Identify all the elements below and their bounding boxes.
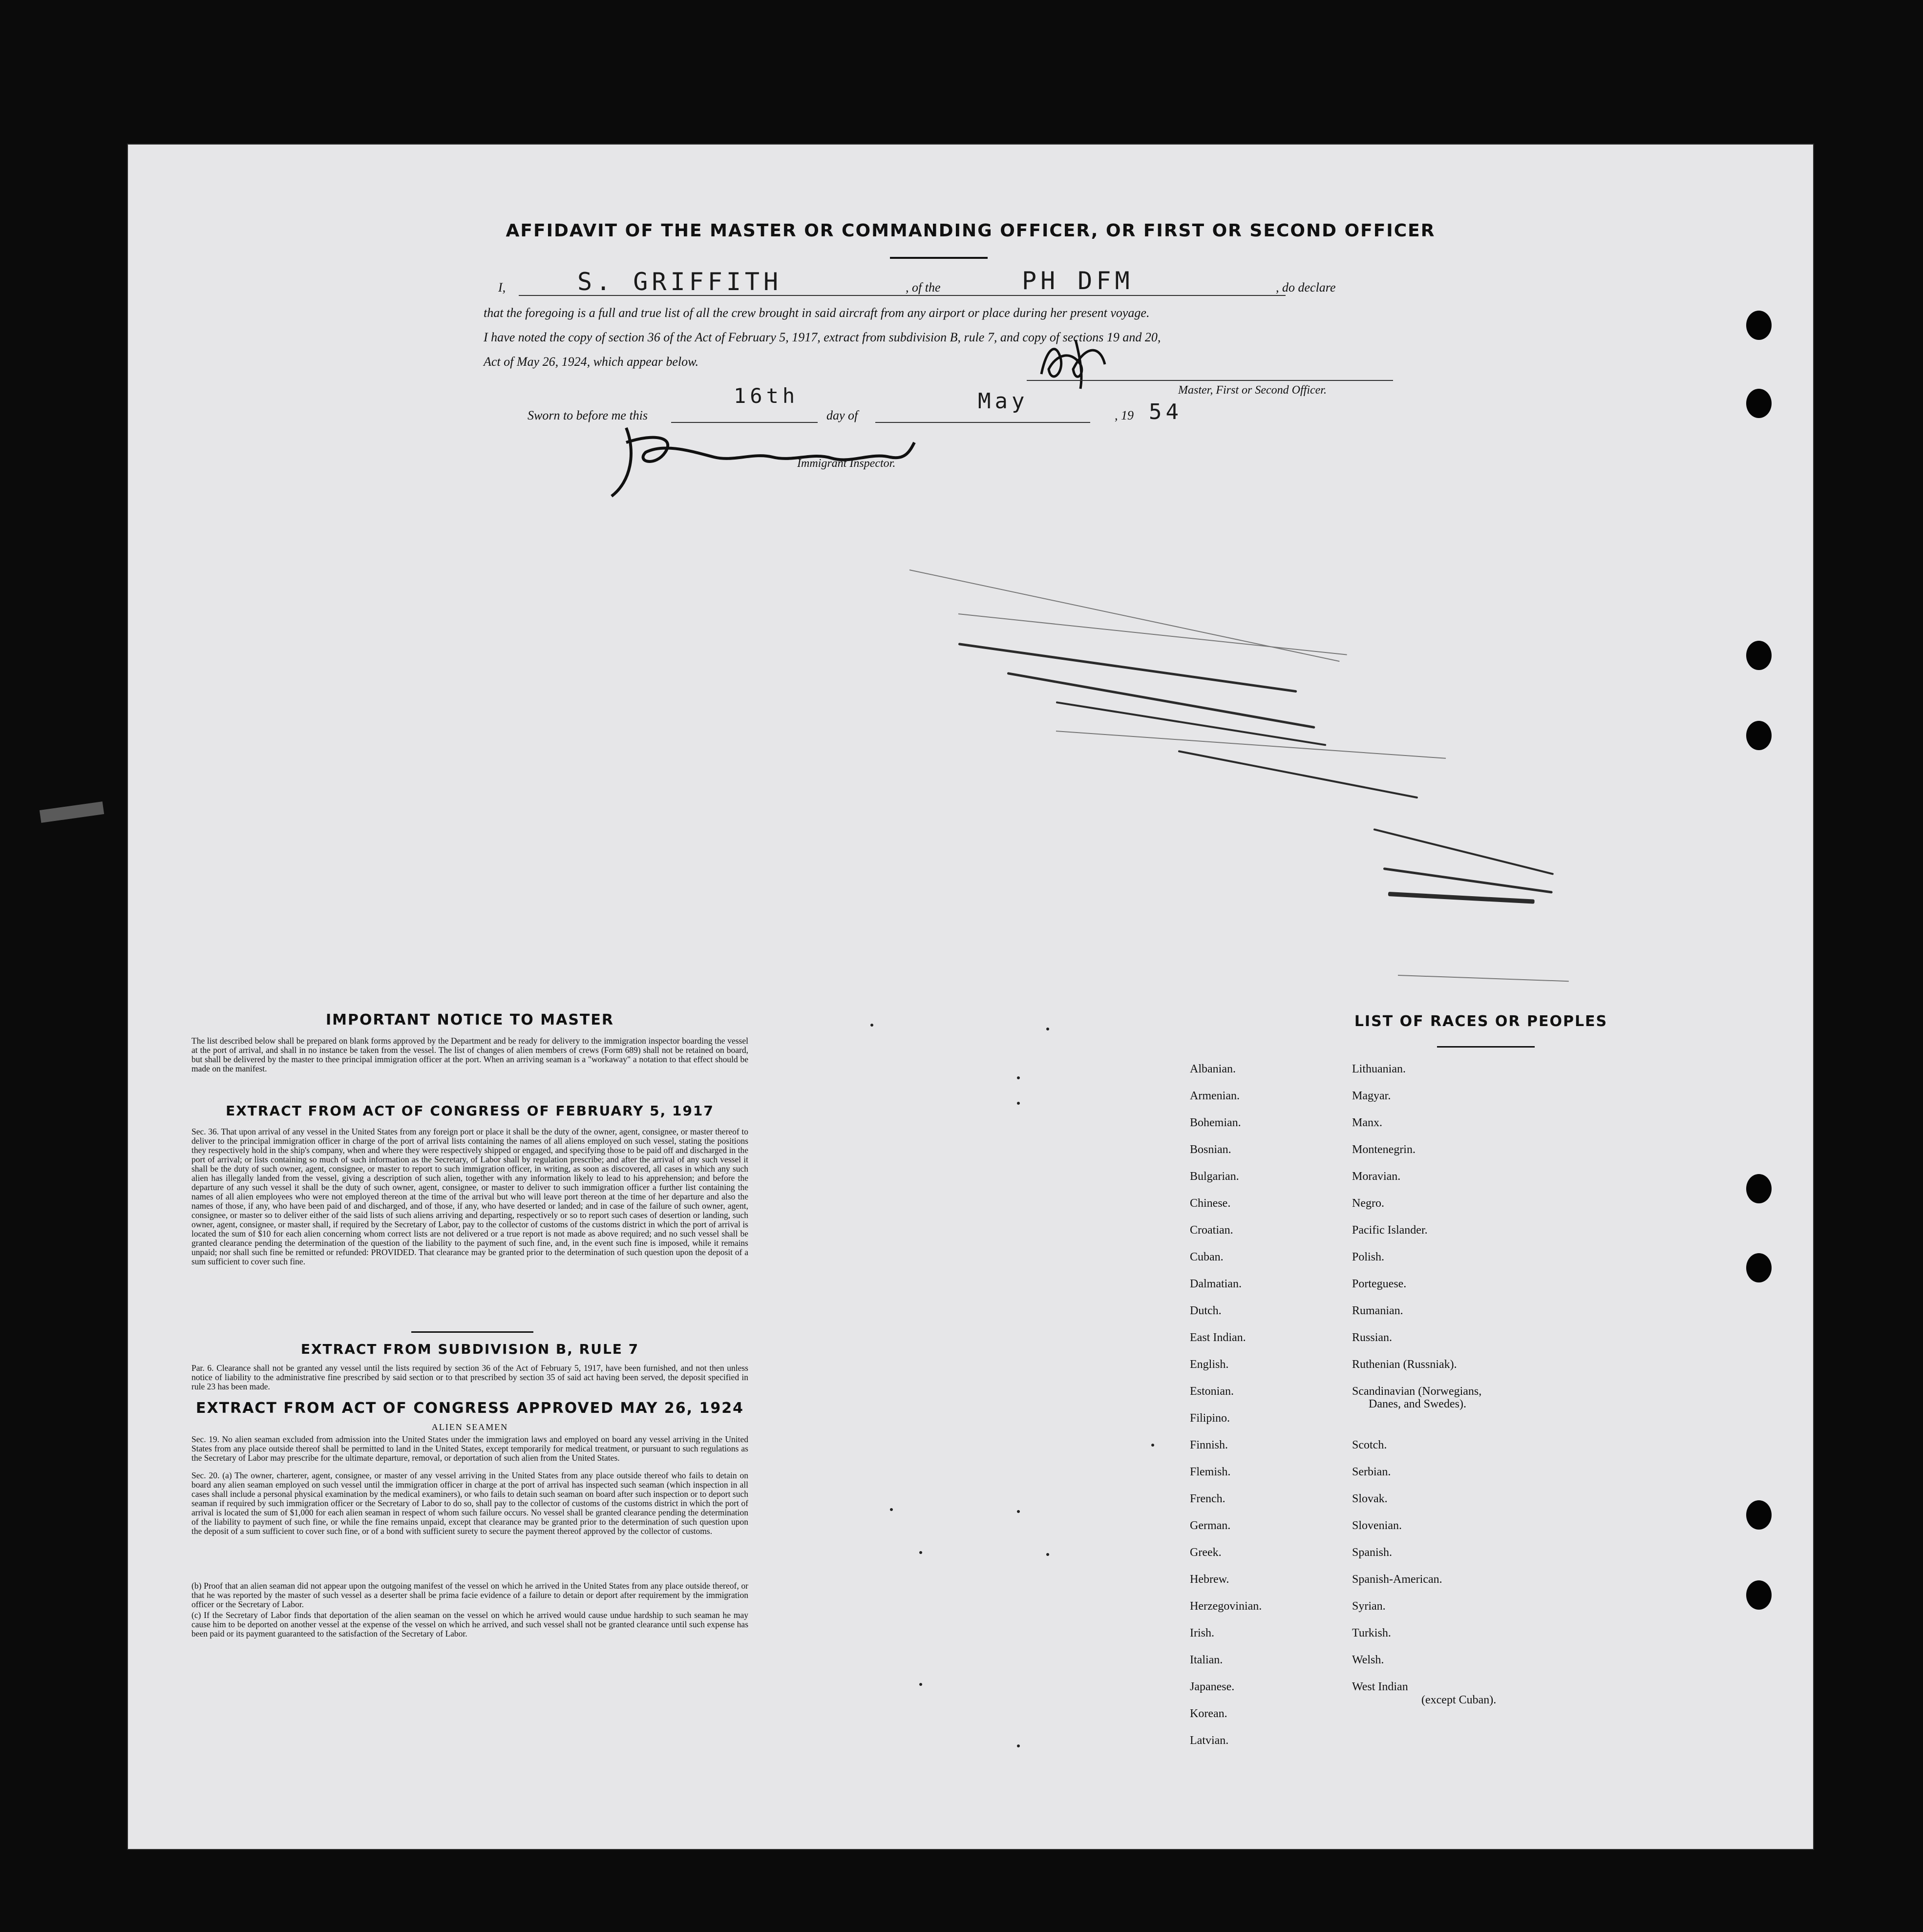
race-item: Danes, and Swedes). [1369, 1398, 1466, 1410]
sec20a-body: Sec. 20. (a) The owner, charterer, agent, consignee, or master of any vessel arriving in the United States from any place outside thereof who fails to detain on board any alien seaman employed on such vessel until the immigration officer in charge at the port of arrival has inspected such seaman (which inspection in all cases shall include a personal physical examination by the medical examiners), or who fails to detain such seaman on board after such inspection or to deport such seaman if required by such immigration officer or the Secretary of Labor to do so, shall pay to the collector of customs of the customs district in which the port of arrival is located the sum of $1,000 for each alien seaman in respect of whom such failure occurs. No vessel shall be granted clearance pending the determination of the liability to payment of such fine, or while the fine remains unpaid, except that clearance may be granted prior to the determination of such question upon the deposit of a sum sufficient to cover such fine, or of a bond with sufficient surety to secure the payment thereof approved by the collector of customs. [191, 1470, 748, 1536]
race-item: Turkish. [1352, 1627, 1391, 1639]
race-item: Albanian. [1190, 1063, 1236, 1075]
inspector-caption: Immigrant Inspector. [797, 457, 896, 470]
races-heading: LIST OF RACES OR PEOPLES [1354, 1013, 1608, 1030]
race-item: Hebrew. [1190, 1573, 1229, 1586]
race-item: Filipino. [1190, 1412, 1230, 1425]
punch-hole [1746, 311, 1772, 340]
race-item: Ruthenian (Russniak). [1352, 1358, 1457, 1371]
sec20b-body: (b) Proof that an alien seaman did not appear upon the outgoing manifest of the vessel on which he arrived in the United States from any place outside thereof, or that he was reported by the master of such vessel as a deserter shall be prima facie evidence of a failure to detain or deport after requirement by the immigration officer or the Secretary of Labor. [191, 1581, 748, 1609]
punch-hole [1746, 1580, 1772, 1610]
race-item: Korean. [1190, 1707, 1227, 1720]
affidavit-line2: that the foregoing is a full and true list of all the crew brought in said aircraft from any airport or place during her present voyage. [484, 306, 1150, 320]
race-item: Lithuanian. [1352, 1063, 1406, 1075]
affidavit-i: I, [498, 280, 506, 294]
race-item: Moravian. [1352, 1170, 1401, 1183]
smudge-mark [1383, 867, 1553, 894]
sec20c-body: (c) If the Secretary of Labor finds that deportation of the alien seaman on the vessel on which he arrived would cause undue hardship to such seaman he may cause him to be deported on another vessel at the expense of the vessel on which he arrived, and such vessel shall not be granted clearance until such expense has been paid or its payment guaranteed to the satisfaction of the Secretary of Labor. [191, 1610, 748, 1638]
smudge-mark [958, 643, 1297, 693]
races-rule [1437, 1046, 1535, 1048]
punch-hole [1746, 389, 1772, 418]
master-name-handwritten: S. GRIFFITH [577, 268, 782, 296]
subdivision-heading: EXTRACT FROM SUBDIVISION B, RULE 7 [300, 1341, 639, 1357]
race-item: Herzegovinian. [1190, 1600, 1262, 1613]
race-item: Magyar. [1352, 1090, 1391, 1102]
punch-hole [1746, 641, 1772, 670]
race-item: Welsh. [1352, 1654, 1384, 1666]
notice-heading: IMPORTANT NOTICE TO MASTER [326, 1011, 614, 1029]
alien-seamen-subheading: ALIEN SEAMEN [431, 1422, 508, 1432]
smudge-mark [1388, 892, 1535, 904]
race-item: Scandinavian (Norwegians, [1352, 1385, 1482, 1398]
speck [919, 1551, 922, 1554]
speck [919, 1683, 922, 1686]
race-item: Syrian. [1352, 1600, 1386, 1613]
speck [890, 1508, 893, 1511]
punch-hole [1746, 1253, 1772, 1282]
document-sheet [128, 145, 1813, 1849]
race-item: Dutch. [1190, 1304, 1222, 1317]
master-signature [1027, 330, 1134, 394]
speck [1017, 1076, 1020, 1079]
smudge-mark [1178, 750, 1418, 798]
speck [870, 1024, 873, 1027]
do-declare-text: , do declare [1276, 280, 1336, 294]
race-item: Spanish. [1352, 1546, 1393, 1559]
race-item: Rumanian. [1352, 1304, 1403, 1317]
race-item: French. [1190, 1492, 1226, 1505]
race-item: Estonian. [1190, 1385, 1234, 1398]
month-handwritten: May [978, 389, 1029, 414]
race-item: Flemish. [1190, 1466, 1231, 1478]
race-item: Negro. [1352, 1197, 1384, 1210]
race-item: Latvian. [1190, 1734, 1229, 1747]
punch-hole [1746, 1174, 1772, 1203]
race-item: Cuban. [1190, 1251, 1224, 1263]
race-item: West Indian [1352, 1680, 1408, 1693]
speck [1017, 1510, 1020, 1513]
race-item: Dalmatian. [1190, 1278, 1242, 1290]
race-item: Croatian. [1190, 1224, 1233, 1237]
speck [1046, 1028, 1049, 1030]
signature-caption: Master, First or Second Officer. [1178, 384, 1327, 397]
race-item: Chinese. [1190, 1197, 1231, 1210]
affidavit-line3: I have noted the copy of section 36 of the Act of February 5, 1917, extract from subdivision B, rule 7, and copy of sections 19 and 20, [484, 330, 1161, 344]
race-item: (except Cuban). [1421, 1694, 1497, 1706]
extract-1924-heading: EXTRACT FROM ACT OF CONGRESS APPROVED MAY 26, 1924 [196, 1400, 744, 1417]
smudge-mark [1007, 672, 1315, 729]
notice-body: The list described below shall be prepared on blank forms approved by the Department and be ready for delivery to the immigration inspector boarding the vessel at the port of arrival, and shall in no instance be taken from the vessel. The list of changes of alien members of crews (Form 689) shall not be retained on board, but shall be delivered by the master to thee principal immigration officer at the port. When an arriving seaman is a "workaway" a notation to that effect should be made on the manifest. [191, 1036, 748, 1073]
year-handwritten: 54 [1149, 399, 1183, 424]
title-rule [890, 257, 988, 259]
race-item: Greek. [1190, 1546, 1222, 1559]
speck [1017, 1102, 1020, 1105]
race-item: Armenian. [1190, 1090, 1240, 1102]
smudge-mark [1056, 701, 1327, 746]
background-scrap [40, 801, 104, 823]
smudge-mark [1056, 731, 1446, 759]
signature-line [1027, 379, 1393, 381]
race-item: Serbian. [1352, 1466, 1391, 1478]
smudge-mark [1398, 975, 1569, 982]
of-the-text: , of the [906, 280, 941, 294]
punch-hole [1746, 721, 1772, 750]
sec19-body: Sec. 19. No alien seaman excluded from admission into the United States under the immigration laws and employed on board any vessel arriving in the United States from any place outside thereof shall be permitted to land in the United States, except temporarily for medical treatment, or pursuant to such regulations as the Secretary of Labor may prescribe for the ultimate departure, removal, or deportation of such alien from the United States. [191, 1434, 748, 1463]
race-item: Finnish. [1190, 1439, 1228, 1451]
speck [1046, 1553, 1049, 1556]
smudge-mark [958, 613, 1347, 655]
punch-hole [1746, 1500, 1772, 1530]
affidavit-title: AFFIDAVIT OF THE MASTER OR COMMANDING OFFICER, OR FIRST OR SECOND OFFICER [506, 221, 1436, 241]
extract-1917-body: Sec. 36. That upon arrival of any vessel in the United States from any foreign port or place it shall be the duty of the owner, agent, consignee, or master thereof to deliver to the principal immigration officer in charge of the port of arrival lists containing the names of all aliens employed on such vessel, stating the positions they respectively hold in the ship's company, when and where they were respectively shipped or engaged, and specifying those to be paid off and discharged in the port of arrival; or lists containing so much of such information as the Secretary, of Labor shall by regulation prescribe; and after the arrival of any such vessel it shall be the duty of such owner, agent, consignee, or master to report to such immigration officer, in writing, as soon as discovered, all cases in which any such alien has illegally landed from the vessel, giving a description of such alien, together with any information likely to lead to his apprehension; and before the departure of any such vessel it shall be the duty of such owner, agent, consignee, or master to deliver to such immigration officer a further list containing the names of all alien employees who were not employed thereon at the time of the arrival but who will leave port thereon at the time of her departure and also the names of those, if any, who have been paid of and discharged, and of those, if any, who have deserted or landed; and in case of the failure of such owner, agent, consignee, or master so to deliver either of the said lists of such aliens arriving and departing, respectively or so to report such cases of desertion or landing, such owner, agent, consignee, or master shall, if required by the Secretary of Labor, pay to the collector of customs of the customs district in which the port of arrival is located the sum of $10 for each alien concerning whom correct lists are not delivered or a true report is not made as above required; and no such vessel shall be granted clearance pending the determination of the question of the liability to the payment of such fine, and, in the event such fine is imposed, while it remains unpaid; nor shall such fine be remitted or refunded: PROVIDED. That clearance may be granted prior to the determination of such question upon the deposit of a sum sufficient to cover such fine. [191, 1127, 748, 1266]
race-item: Polish. [1352, 1251, 1385, 1263]
race-item: Bosnian. [1190, 1143, 1231, 1156]
day-of-text: day of [826, 408, 858, 422]
race-item: Porteguese. [1352, 1278, 1407, 1290]
race-item: Bohemian. [1190, 1116, 1241, 1129]
race-item: Bulgarian. [1190, 1170, 1239, 1183]
race-item: East Indian. [1190, 1331, 1246, 1344]
race-item: Russian. [1352, 1331, 1393, 1344]
race-item: Italian. [1190, 1654, 1223, 1666]
extract-1917-heading: EXTRACT FROM ACT OF CONGRESS OF FEBRUARY 5, 1917 [226, 1103, 714, 1119]
section-rule [411, 1331, 533, 1333]
affidavit-line4: Act of May 26, 1924, which appear below. [484, 355, 699, 369]
smudge-mark [1374, 828, 1554, 875]
subdivision-body: Par. 6. Clearance shall not be granted any vessel until the lists required by section 36 of the Act of February 5, 1917, have been furnished, and not then unless notice of liability to the administrative fine prescribed by said section or to that prescribed by section 35 of said act having been served, the deposit specified in rule 23 has been made. [191, 1363, 748, 1391]
year-prefix: , 19 [1115, 408, 1134, 422]
race-item: Scotch. [1352, 1439, 1387, 1451]
race-item: English. [1190, 1358, 1229, 1371]
race-item: Montenegrin. [1352, 1143, 1416, 1156]
race-item: Slovenian. [1352, 1519, 1402, 1532]
speck [1017, 1744, 1020, 1747]
race-item: German. [1190, 1519, 1231, 1532]
aircraft-handwritten: PH DFM [1022, 267, 1134, 295]
race-item: Slovak. [1352, 1492, 1388, 1505]
sworn-text: Sworn to before me this [528, 408, 648, 422]
race-item: Manx. [1352, 1116, 1382, 1129]
day-handwritten: 16th [734, 384, 799, 408]
race-item: Irish. [1190, 1627, 1214, 1639]
race-item: Pacific Islander. [1352, 1224, 1428, 1237]
speck [1151, 1444, 1154, 1447]
race-item: Japanese. [1190, 1680, 1235, 1693]
race-item: Spanish-American. [1352, 1573, 1442, 1586]
